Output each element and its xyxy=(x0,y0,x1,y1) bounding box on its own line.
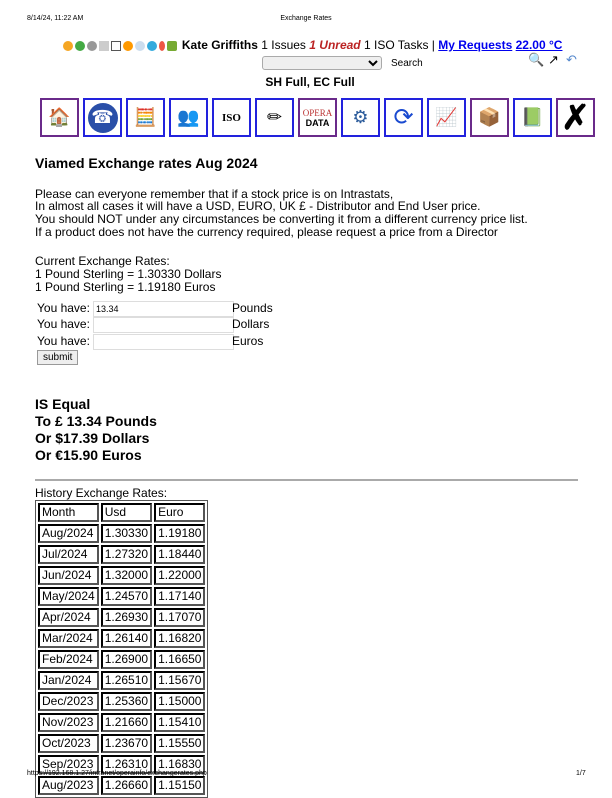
nav-icon-bar xyxy=(40,98,595,137)
dollars-label: You have: xyxy=(37,317,90,331)
search-select[interactable] xyxy=(262,56,382,70)
result-pounds: To £ 13.34 Pounds xyxy=(35,413,157,429)
cell: 1.25360 xyxy=(101,692,152,711)
top-toolbar xyxy=(40,38,585,52)
table-row xyxy=(38,524,205,543)
result-euros: Or €15.90 Euros xyxy=(35,447,142,463)
cell: 1.15550 xyxy=(154,734,205,753)
issues-count[interactable]: 1 Issues xyxy=(261,38,306,52)
rate-usd: 1 Pound Sterling = 1.30330 Dollars xyxy=(35,267,222,281)
notice-line-1: Please can everyone remember that if a stock price is on Intrastats, xyxy=(35,187,394,201)
cell: Jul/2024 xyxy=(38,545,99,564)
cell: 1.23670 xyxy=(101,734,152,753)
status-text: SH Full, EC Full xyxy=(265,75,355,89)
cell: 1.26140 xyxy=(101,629,152,648)
cell: 1.27320 xyxy=(101,545,152,564)
external-link-icon[interactable]: ↗ xyxy=(548,52,559,67)
cell: 1.30330 xyxy=(101,524,152,543)
notice-line-2: In almost all cases it will have a USD, EURO, UK £ - Distributor and End User price. xyxy=(35,199,481,213)
grid-icon[interactable] xyxy=(99,41,109,51)
print-url: https://192.168.1.27/intranet/operainfo/exchangerates.php xyxy=(27,770,207,777)
cell: 1.24570 xyxy=(101,587,152,606)
euros-input[interactable] xyxy=(93,334,234,350)
page-title: Viamed Exchange rates Aug 2024 xyxy=(35,155,258,171)
undo-icon[interactable]: ↶ xyxy=(566,52,577,67)
help-icon[interactable] xyxy=(123,41,133,51)
cell: 1.32000 xyxy=(101,566,152,585)
cell: Aug/2023 xyxy=(38,776,99,795)
cell: 1.15000 xyxy=(154,692,205,711)
history-label: History Exchange Rates: xyxy=(35,486,168,500)
gears-icon[interactable]: ⚙ xyxy=(341,98,380,137)
cell: 1.17140 xyxy=(154,587,205,606)
table-row xyxy=(38,734,205,753)
divider xyxy=(35,479,578,481)
data-label: DATA xyxy=(305,117,330,128)
cell: 1.16650 xyxy=(154,650,205,669)
weather-icon[interactable] xyxy=(135,41,145,51)
box-icon[interactable]: 📦 xyxy=(470,98,509,137)
cell: Mar/2024 xyxy=(38,629,99,648)
cell: 1.26660 xyxy=(101,776,152,795)
history-table xyxy=(35,500,208,798)
chart-icon[interactable] xyxy=(147,41,157,51)
dollars-unit: Dollars xyxy=(232,317,270,331)
print-page-number: 1/7 xyxy=(576,770,586,777)
table-row xyxy=(38,650,205,669)
cell: 1.26930 xyxy=(101,608,152,627)
table-row xyxy=(38,776,205,795)
edit-document-icon[interactable]: ✏ xyxy=(255,98,294,137)
close-icon[interactable]: ✗ xyxy=(556,98,595,137)
opera-data-icon[interactable] xyxy=(298,98,337,137)
search-label[interactable]: Search xyxy=(391,58,423,69)
book-icon[interactable]: 📗 xyxy=(513,98,552,137)
cell: Usd xyxy=(101,503,152,522)
home-icon[interactable]: 🏠 xyxy=(40,98,79,137)
cell: 1.15150 xyxy=(154,776,205,795)
table-header-row xyxy=(38,503,205,522)
cell: 1.18440 xyxy=(154,545,205,564)
notice-line-4: If a product does not have the currency required, please request a price from a Director xyxy=(35,225,498,239)
copy-icon[interactable] xyxy=(111,41,121,51)
cell: Apr/2024 xyxy=(38,608,99,627)
cell: Feb/2024 xyxy=(38,650,99,669)
notice-line-3: You should NOT under any circumstances be converting it from a different currency price list. xyxy=(35,212,528,226)
cell: Oct/2023 xyxy=(38,734,99,753)
rate-eur: 1 Pound Sterling = 1.19180 Euros xyxy=(35,280,216,294)
badge-icon[interactable] xyxy=(75,41,85,51)
opera-label: OPERA xyxy=(302,107,333,118)
iso-icon[interactable]: ISO xyxy=(212,98,251,137)
refresh-icon[interactable]: ⟳ xyxy=(384,98,423,137)
table-row xyxy=(38,545,205,564)
unread-count[interactable]: 1 Unread xyxy=(309,38,361,52)
submit-button[interactable]: submit xyxy=(37,350,78,365)
cell: Jan/2024 xyxy=(38,671,99,690)
cell: Nov/2023 xyxy=(38,713,99,732)
cell: Euro xyxy=(154,503,205,522)
my-requests-link[interactable]: My Requests xyxy=(438,38,513,52)
table-row xyxy=(38,608,205,627)
cell: 1.15670 xyxy=(154,671,205,690)
search-icon[interactable]: 🔍 xyxy=(528,52,545,67)
chart-folder-icon[interactable]: 📈 xyxy=(427,98,466,137)
pounds-unit: Pounds xyxy=(232,301,273,315)
temperature-link[interactable]: 22.00 °C xyxy=(515,38,563,52)
cell: 1.16830 xyxy=(154,755,205,774)
iso-tasks[interactable]: 1 ISO Tasks | xyxy=(363,38,435,52)
flag-icon[interactable] xyxy=(159,41,165,51)
result-dollars: Or $17.39 Dollars xyxy=(35,430,150,446)
cell: 1.22000 xyxy=(154,566,205,585)
cell: May/2024 xyxy=(38,587,99,606)
cell: 1.17070 xyxy=(154,608,205,627)
cell: 1.19180 xyxy=(154,524,205,543)
cell: 1.26900 xyxy=(101,650,152,669)
table-row xyxy=(38,587,205,606)
users-icon[interactable]: 👥 xyxy=(169,98,208,137)
cell: 1.26510 xyxy=(101,671,152,690)
cell: Month xyxy=(38,503,99,522)
cell: 1.15410 xyxy=(154,713,205,732)
cell: 1.21660 xyxy=(101,713,152,732)
treasure-chest-icon[interactable]: 🧮 xyxy=(126,98,165,137)
pounds-label: You have: xyxy=(37,301,90,315)
dollars-input[interactable] xyxy=(93,317,234,333)
star-icon[interactable] xyxy=(63,41,73,51)
user-name: Kate Griffiths xyxy=(181,38,258,52)
network-icon[interactable] xyxy=(87,41,97,51)
cell: 1.26310 xyxy=(101,755,152,774)
euros-unit: Euros xyxy=(232,334,264,348)
current-rates-label: Current Exchange Rates: xyxy=(35,254,170,268)
cell: Jun/2024 xyxy=(38,566,99,585)
shopify-icon[interactable] xyxy=(167,41,177,51)
table-row xyxy=(38,629,205,648)
print-datetime: 8/14/24, 11:22 AM xyxy=(27,15,84,22)
table-row xyxy=(38,671,205,690)
table-row xyxy=(38,566,205,585)
result-heading: IS Equal xyxy=(35,396,91,412)
euros-label: You have: xyxy=(37,334,90,348)
cell: Aug/2024 xyxy=(38,524,99,543)
phone-icon[interactable]: ☎ xyxy=(83,98,122,137)
cell: Dec/2023 xyxy=(38,692,99,711)
cell: Sep/2023 xyxy=(38,755,99,774)
table-row xyxy=(38,713,205,732)
pounds-input[interactable] xyxy=(93,301,234,317)
table-row xyxy=(38,692,205,711)
print-title: Exchange Rates xyxy=(280,15,332,22)
cell: 1.16820 xyxy=(154,629,205,648)
